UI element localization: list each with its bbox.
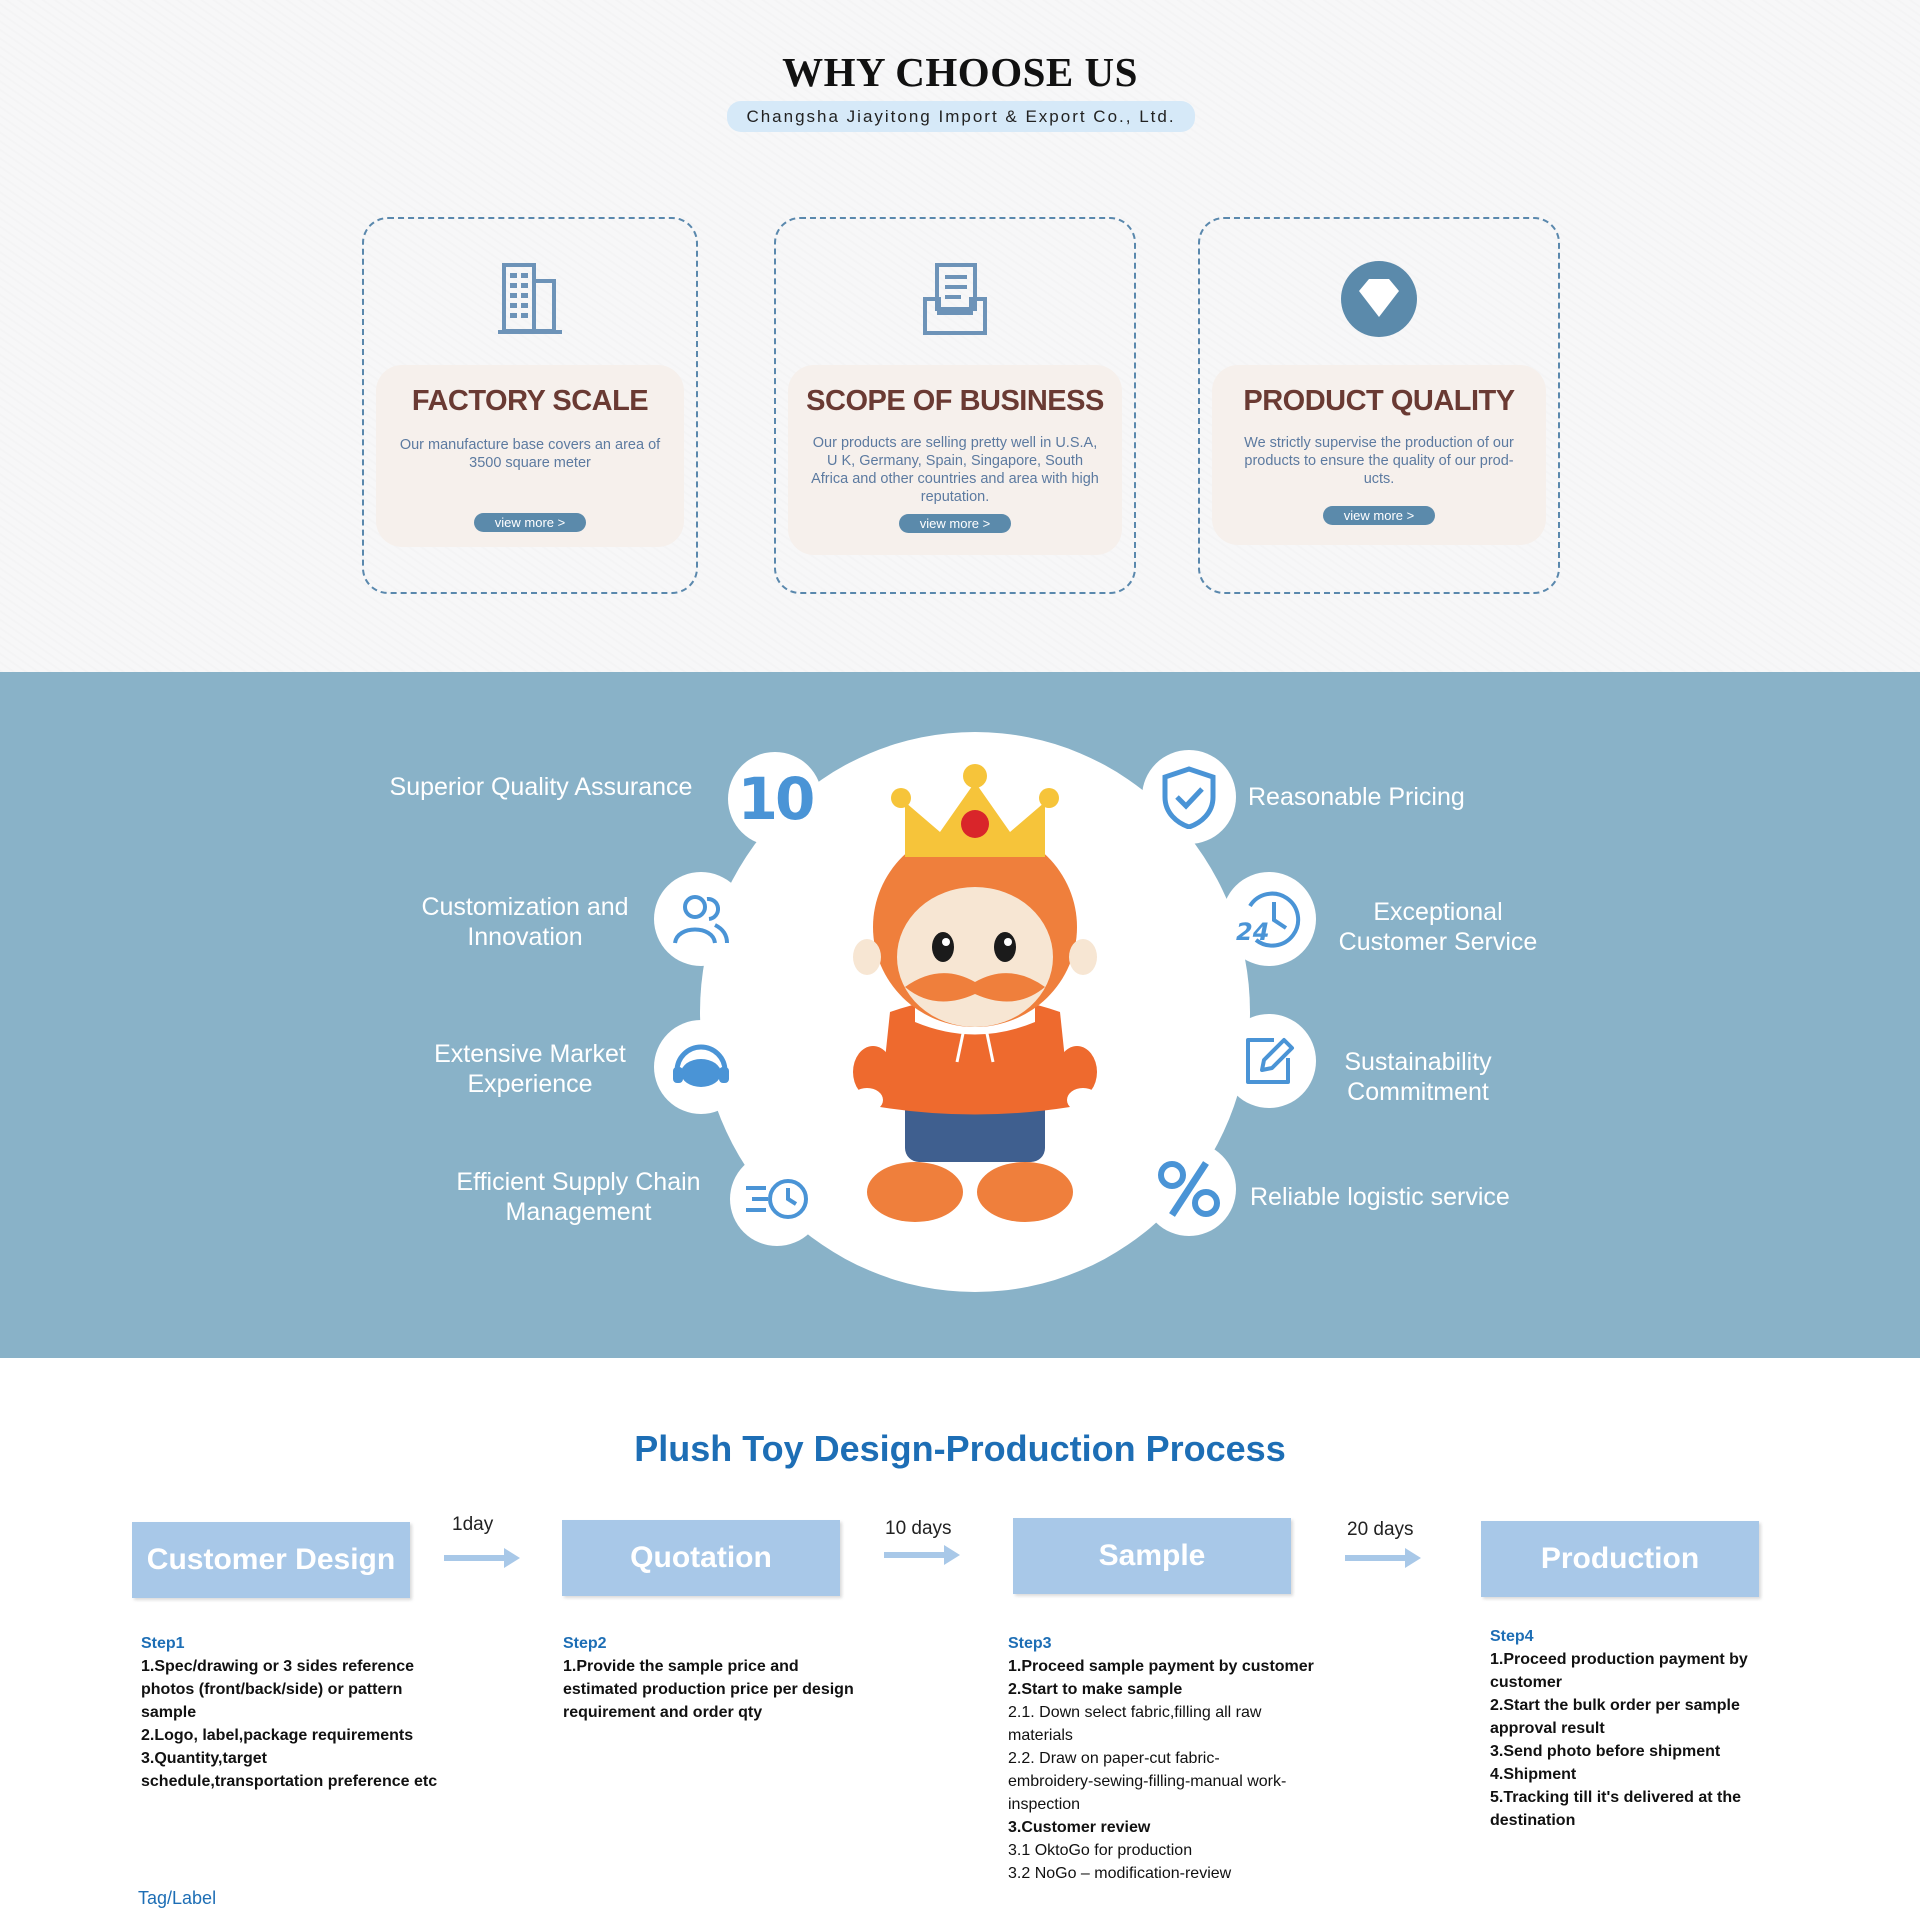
step-line: 3.Send photo before shipment bbox=[1490, 1743, 1721, 1760]
card-body bbox=[1212, 365, 1546, 545]
step-line: sample bbox=[141, 1704, 197, 1721]
percent-icon bbox=[1142, 1142, 1236, 1236]
advantages-section bbox=[0, 672, 1920, 1358]
step-4-details bbox=[1490, 1625, 1800, 1832]
plush-mascot-image bbox=[845, 762, 1105, 1232]
card-body bbox=[376, 365, 684, 547]
card-title: SCOPE OF BUSINESS bbox=[806, 385, 1104, 417]
svg-text:24: 24 bbox=[1236, 918, 1270, 946]
diamond-icon bbox=[1339, 259, 1419, 339]
card-product-quality bbox=[1198, 217, 1560, 594]
card-description: Our products are selling pretty well in U.S.A, U K, Germany, Spain, Singapore, South Africa and other countries and area with high reputation. bbox=[811, 435, 1099, 505]
step-2-details bbox=[563, 1632, 903, 1724]
step-line: requirement and order qty bbox=[563, 1704, 763, 1721]
document-tray-icon bbox=[915, 259, 995, 339]
edit-icon bbox=[1222, 1014, 1316, 1108]
card-description: Our manufacture base covers an area of 3500 square meter bbox=[399, 437, 661, 471]
section-title: WHY CHOOSE US bbox=[782, 49, 1138, 95]
step-3-details bbox=[1008, 1632, 1368, 1885]
shield-check-icon bbox=[1142, 750, 1236, 844]
process-section bbox=[0, 1358, 1920, 1913]
card-description: We strictly supervise the production of our products to ensure the quality of our prod-ucts. bbox=[1244, 435, 1514, 487]
step-line: 3.Quantity,target bbox=[141, 1750, 267, 1767]
tag-label-text: Tag/Label bbox=[138, 1888, 217, 1908]
step-label: Step3 bbox=[1008, 1635, 1052, 1652]
step-line: 3.2 NoGo – modification-review bbox=[1008, 1865, 1232, 1882]
arrow-right-icon bbox=[442, 1546, 522, 1570]
step-1-details bbox=[141, 1632, 481, 1793]
step-line: 3.Customer review bbox=[1008, 1819, 1151, 1836]
view-more-button[interactable]: view more > bbox=[1323, 506, 1435, 525]
step-label: Step1 bbox=[141, 1635, 185, 1652]
advantage-market-experience: Extensive Market Experience bbox=[434, 1040, 626, 1098]
company-name-badge: Changsha Jiayitong Import & Export Co., Ltd. bbox=[727, 101, 1195, 132]
process-box-customer-design: Customer Design bbox=[132, 1522, 410, 1598]
step-line: customer bbox=[1490, 1674, 1563, 1691]
card-body bbox=[788, 365, 1122, 555]
step-line: destination bbox=[1490, 1812, 1576, 1829]
why-choose-us-section bbox=[0, 0, 1920, 672]
card-factory-scale bbox=[362, 217, 698, 594]
card-title: PRODUCT QUALITY bbox=[1243, 385, 1515, 417]
advantage-sustainability: Sustainability Commitment bbox=[1344, 1048, 1492, 1106]
step-line: 5.Tracking till it's delivered at the bbox=[1490, 1789, 1741, 1806]
number-ten-icon: 10 bbox=[728, 752, 822, 846]
step-line: 1.Spec/drawing or 3 sides reference bbox=[141, 1658, 415, 1675]
step-label: Step4 bbox=[1490, 1628, 1534, 1645]
process-box-production: Production bbox=[1481, 1521, 1759, 1597]
step-line: 2.Start to make sample bbox=[1008, 1681, 1183, 1698]
process-box-quotation: Quotation bbox=[562, 1520, 840, 1596]
step-line: 1.Provide the sample price and bbox=[563, 1658, 799, 1675]
advantage-supply-chain: Efficient Supply Chain Management bbox=[456, 1168, 701, 1226]
step-line: 2.Start the bulk order per sample bbox=[1490, 1697, 1740, 1714]
advantage-customization: Customization and Innovation bbox=[421, 893, 629, 951]
arrow-right-icon bbox=[882, 1543, 962, 1567]
step-line: 4.Shipment bbox=[1490, 1766, 1577, 1783]
step-line: 2.Logo, label,package requirements bbox=[141, 1727, 414, 1744]
step-line: 3.1 OktoGo for production bbox=[1008, 1842, 1193, 1859]
advantage-logistics: Reliable logistic service bbox=[1250, 1183, 1510, 1211]
view-more-button[interactable]: view more > bbox=[899, 514, 1011, 533]
arrow-duration-label: 20 days bbox=[1347, 1519, 1414, 1540]
advantage-pricing: Reasonable Pricing bbox=[1248, 783, 1465, 811]
step-label: Step2 bbox=[563, 1635, 607, 1652]
arrow-duration-label: 10 days bbox=[885, 1518, 952, 1539]
process-title: Plush Toy Design-Production Process bbox=[634, 1428, 1286, 1469]
step-line: schedule,transportation preference etc bbox=[141, 1773, 438, 1790]
step-line: 1.Proceed sample payment by customer bbox=[1008, 1658, 1314, 1675]
process-box-sample: Sample bbox=[1013, 1518, 1291, 1594]
arrow-duration-label: 1day bbox=[452, 1514, 494, 1535]
step-line: materials bbox=[1008, 1727, 1073, 1744]
card-title: FACTORY SCALE bbox=[411, 385, 649, 417]
card-scope-of-business bbox=[774, 217, 1136, 594]
users-icon bbox=[654, 872, 748, 966]
view-more-button[interactable]: view more > bbox=[474, 513, 586, 532]
advantage-superior-quality: Superior Quality Assurance bbox=[389, 773, 693, 801]
step-line: embroidery-sewing-filling-manual work- bbox=[1008, 1773, 1287, 1790]
step-line: 1.Proceed production payment by bbox=[1490, 1651, 1748, 1668]
step-line: approval result bbox=[1490, 1720, 1605, 1737]
advantage-customer-service: Exceptional Customer Service bbox=[1338, 898, 1538, 956]
clock-24-icon bbox=[1222, 872, 1316, 966]
building-icon bbox=[490, 259, 570, 339]
step-line: photos (front/back/side) or pattern bbox=[141, 1681, 403, 1698]
step-line: 2.2. Draw on paper-cut fabric- bbox=[1008, 1750, 1220, 1767]
fast-clock-icon bbox=[730, 1152, 824, 1246]
step-line: 2.1. Down select fabric,filling all raw bbox=[1008, 1704, 1262, 1721]
step-line: estimated production price per design bbox=[563, 1681, 854, 1698]
step-line: inspection bbox=[1008, 1796, 1081, 1813]
arrow-right-icon bbox=[1343, 1546, 1423, 1570]
headset-icon bbox=[654, 1020, 748, 1114]
